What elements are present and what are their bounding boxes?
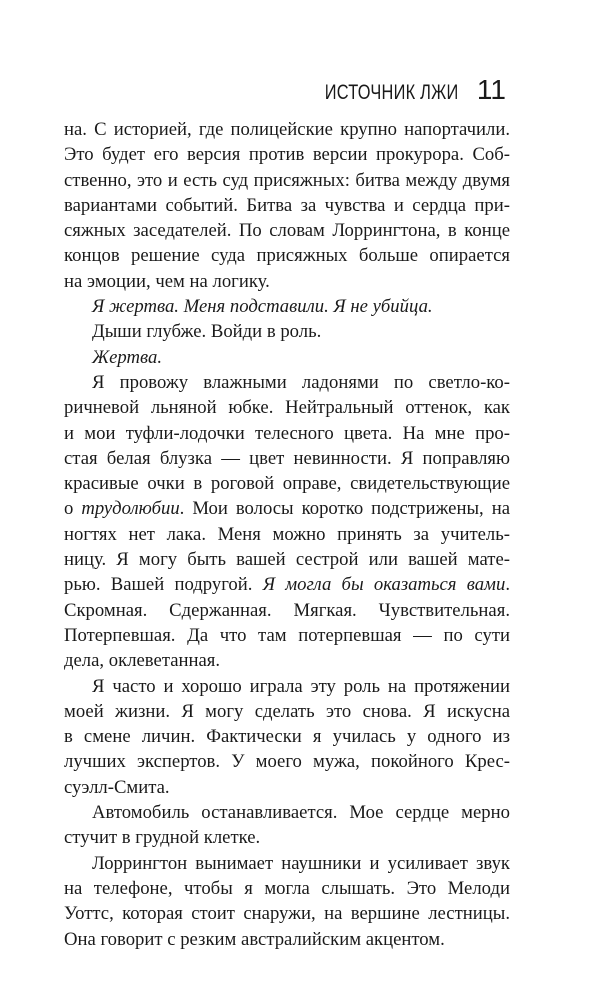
text-line: рью. Вашей подругой. Я могла бы оказаться вами. (64, 574, 510, 596)
text-line: Она говорит с резким австралийским акцентом. (64, 928, 445, 950)
text-line: в смене личин. Фактически я училась у одного из (64, 726, 510, 748)
text-line: Это будет его версия против версии прокурора. Соб- (64, 144, 510, 166)
text-line: стучит в грудной клетке. (64, 827, 261, 849)
text-line: дела, оклеветанная. (64, 650, 221, 672)
text-line: на телефоне, чтобы я могла слышать. Это Мелоди (64, 877, 510, 899)
text-line: Я часто и хорошо играла эту роль на протяжении (92, 675, 510, 697)
text-line: Я провожу влажными ладонями по светло-ко- (92, 371, 510, 393)
text-line: Я жертва. Меня подставили. Я не убийца. (92, 296, 433, 318)
text-line: на. С историей, где полицейские крупно напортачили. (64, 119, 510, 140)
text-line: ричневой льняной юбке. Нейтральный оттенок, как (64, 397, 510, 419)
text-line: и мои туфли-лодочки телесного цвета. На мне про- (64, 422, 510, 444)
text-line: Уоттс, которая стоит снаружи, на вершине лестницы. (64, 903, 510, 925)
page-number: 11 (476, 74, 506, 105)
text-line: моей жизни. Я могу сделать это снова. Я искусна (64, 700, 510, 722)
text-line: на эмоции, чем на логику. (64, 270, 270, 292)
text-line: ногтях нет лака. Меня можно принять за учитель- (64, 523, 510, 545)
body-text (64, 117, 510, 952)
text-line: вариантами событий. Битва за чувства и сердца при- (64, 194, 510, 216)
text-line: сяжных заседателей. По словам Лоррингтона, в конце (64, 220, 510, 242)
running-header (287, 74, 506, 106)
running-title: ИСТОЧНИК ЛЖИ (325, 81, 459, 104)
text-line: концов решение суда присяжных больше опирается (64, 245, 510, 267)
text-line: красивые очки в роговой оправе, свидетельствующие (64, 473, 510, 495)
text-line: стая белая блузка — цвет невинности. Я поправляю (64, 447, 510, 469)
text-line: ницу. Я могу быть вашей сестрой или вашей мате- (64, 549, 510, 571)
text-line: Дыши глубже. Войди в роль. (92, 321, 322, 343)
text-line: Автомобиль останавливается. Мое сердце мерно (92, 802, 510, 824)
text-line: Лоррингтон вынимает наушники и усиливает звук (92, 852, 510, 874)
text-line: суэлл-Смита. (64, 776, 170, 798)
text-line: Потерпевшая. Да что там потерпевшая — по сути (64, 624, 510, 646)
text-line: о трудолюбии. Мои волосы коротко подстрижены, на (64, 498, 510, 520)
text-line: Скромная. Сдержанная. Мягкая. Чувствительная. (64, 599, 510, 621)
text-line: ственно, это и есть суд присяжных: битва между двумя (64, 169, 510, 191)
text-line: Жертва. (92, 346, 163, 368)
text-line: лучших экспертов. У моего мужа, покойного Крес- (64, 751, 510, 773)
